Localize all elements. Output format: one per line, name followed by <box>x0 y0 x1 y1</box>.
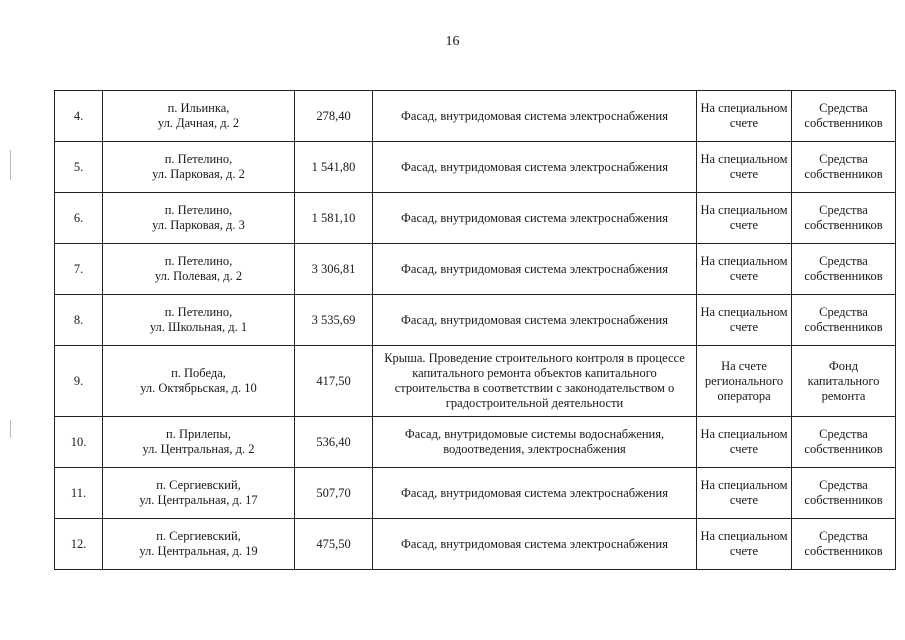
row-number: 9. <box>55 346 103 417</box>
funding-cell: Средства собственников <box>792 519 896 570</box>
row-number: 10. <box>55 417 103 468</box>
address-cell <box>103 295 295 346</box>
funding-cell: Средства собственников <box>792 295 896 346</box>
address-street: ул. Парковая, д. 3 <box>152 218 245 232</box>
area-cell: 3 535,69 <box>295 295 373 346</box>
address-settlement: п. Прилепы, <box>166 427 231 441</box>
area-cell: 417,50 <box>295 346 373 417</box>
address-street: ул. Парковая, д. 2 <box>152 167 245 181</box>
funding-cell: Фонд капитального ремонта <box>792 346 896 417</box>
area-cell: 278,40 <box>295 91 373 142</box>
table-row <box>55 468 896 519</box>
row-number: 11. <box>55 468 103 519</box>
address-cell <box>103 193 295 244</box>
work-type-cell: Фасад, внутридомовая система электроснабжения <box>373 142 697 193</box>
scan-margin-mark <box>10 150 11 180</box>
table-row <box>55 193 896 244</box>
address-settlement: п. Петелино, <box>164 305 233 319</box>
table-row <box>55 417 896 468</box>
work-type-cell: Фасад, внутридомовые системы водоснабжения, водоотведения, электроснабжения <box>373 417 697 468</box>
work-type-cell: Фасад, внутридомовая система электроснабжения <box>373 244 697 295</box>
address-street: ул. Центральная, д. 17 <box>139 493 258 507</box>
funding-cell: Средства собственников <box>792 417 896 468</box>
address-street: ул. Октябрьская, д. 10 <box>140 381 257 395</box>
table-row <box>55 244 896 295</box>
address-cell <box>103 519 295 570</box>
address-settlement: п. Петелино, <box>164 254 233 268</box>
address-settlement: п. Победа, <box>171 366 226 380</box>
funding-cell: Средства собственников <box>792 244 896 295</box>
address-settlement: п. Сергиевский, <box>156 529 241 543</box>
funding-cell: Средства собственников <box>792 142 896 193</box>
address-street: ул. Дачная, д. 2 <box>157 116 240 130</box>
account-cell: На специальном счете <box>697 468 792 519</box>
area-cell: 536,40 <box>295 417 373 468</box>
address-cell <box>103 417 295 468</box>
account-cell: На специальном счете <box>697 91 792 142</box>
account-cell: На специальном счете <box>697 193 792 244</box>
address-settlement: п. Петелино, <box>164 203 233 217</box>
row-number: 5. <box>55 142 103 193</box>
work-type-cell: Фасад, внутридомовая система электроснабжения <box>373 468 697 519</box>
account-cell: На специальном счете <box>697 417 792 468</box>
table-row <box>55 91 896 142</box>
address-cell <box>103 142 295 193</box>
row-number: 7. <box>55 244 103 295</box>
address-street: ул. Полевая, д. 2 <box>154 269 243 283</box>
account-cell: На специальном счете <box>697 142 792 193</box>
funding-cell: Средства собственников <box>792 193 896 244</box>
work-type-cell: Фасад, внутридомовая система электроснабжения <box>373 91 697 142</box>
funding-cell: Средства собственников <box>792 91 896 142</box>
table-row <box>55 295 896 346</box>
address-settlement: п. Ильинка, <box>167 101 230 115</box>
account-cell: На специальном счете <box>697 519 792 570</box>
address-street: ул. Центральная, д. 2 <box>142 442 255 456</box>
table-body <box>55 91 896 570</box>
address-street: ул. Школьная, д. 1 <box>149 320 248 334</box>
funding-cell: Средства собственников <box>792 468 896 519</box>
address-cell <box>103 468 295 519</box>
address-cell <box>103 91 295 142</box>
account-cell: На счете регионального оператора <box>697 346 792 417</box>
work-type-cell: Фасад, внутридомовая система электроснабжения <box>373 295 697 346</box>
address-cell <box>103 244 295 295</box>
work-type-cell: Крыша. Проведение строительного контроля в процессе капитального ремонта объектов капитального строительства в соответствии с законодательством о градостроительной деятельности <box>373 346 697 417</box>
address-cell <box>103 346 295 417</box>
work-type-cell: Фасад, внутридомовая система электроснабжения <box>373 519 697 570</box>
area-cell: 1 541,80 <box>295 142 373 193</box>
table-row <box>55 519 896 570</box>
area-cell: 1 581,10 <box>295 193 373 244</box>
row-number: 4. <box>55 91 103 142</box>
row-number: 8. <box>55 295 103 346</box>
account-cell: На специальном счете <box>697 244 792 295</box>
address-settlement: п. Петелино, <box>164 152 233 166</box>
page-number: 16 <box>445 34 460 49</box>
scan-margin-mark <box>10 420 11 438</box>
address-street: ул. Центральная, д. 19 <box>139 544 258 558</box>
table-row <box>55 142 896 193</box>
work-type-cell: Фасад, внутридомовая система электроснабжения <box>373 193 697 244</box>
area-cell: 475,50 <box>295 519 373 570</box>
account-cell: На специальном счете <box>697 295 792 346</box>
row-number: 12. <box>55 519 103 570</box>
row-number: 6. <box>55 193 103 244</box>
address-settlement: п. Сергиевский, <box>156 478 241 492</box>
area-cell: 507,70 <box>295 468 373 519</box>
repair-works-table <box>54 90 896 570</box>
area-cell: 3 306,81 <box>295 244 373 295</box>
table-row <box>55 346 896 417</box>
